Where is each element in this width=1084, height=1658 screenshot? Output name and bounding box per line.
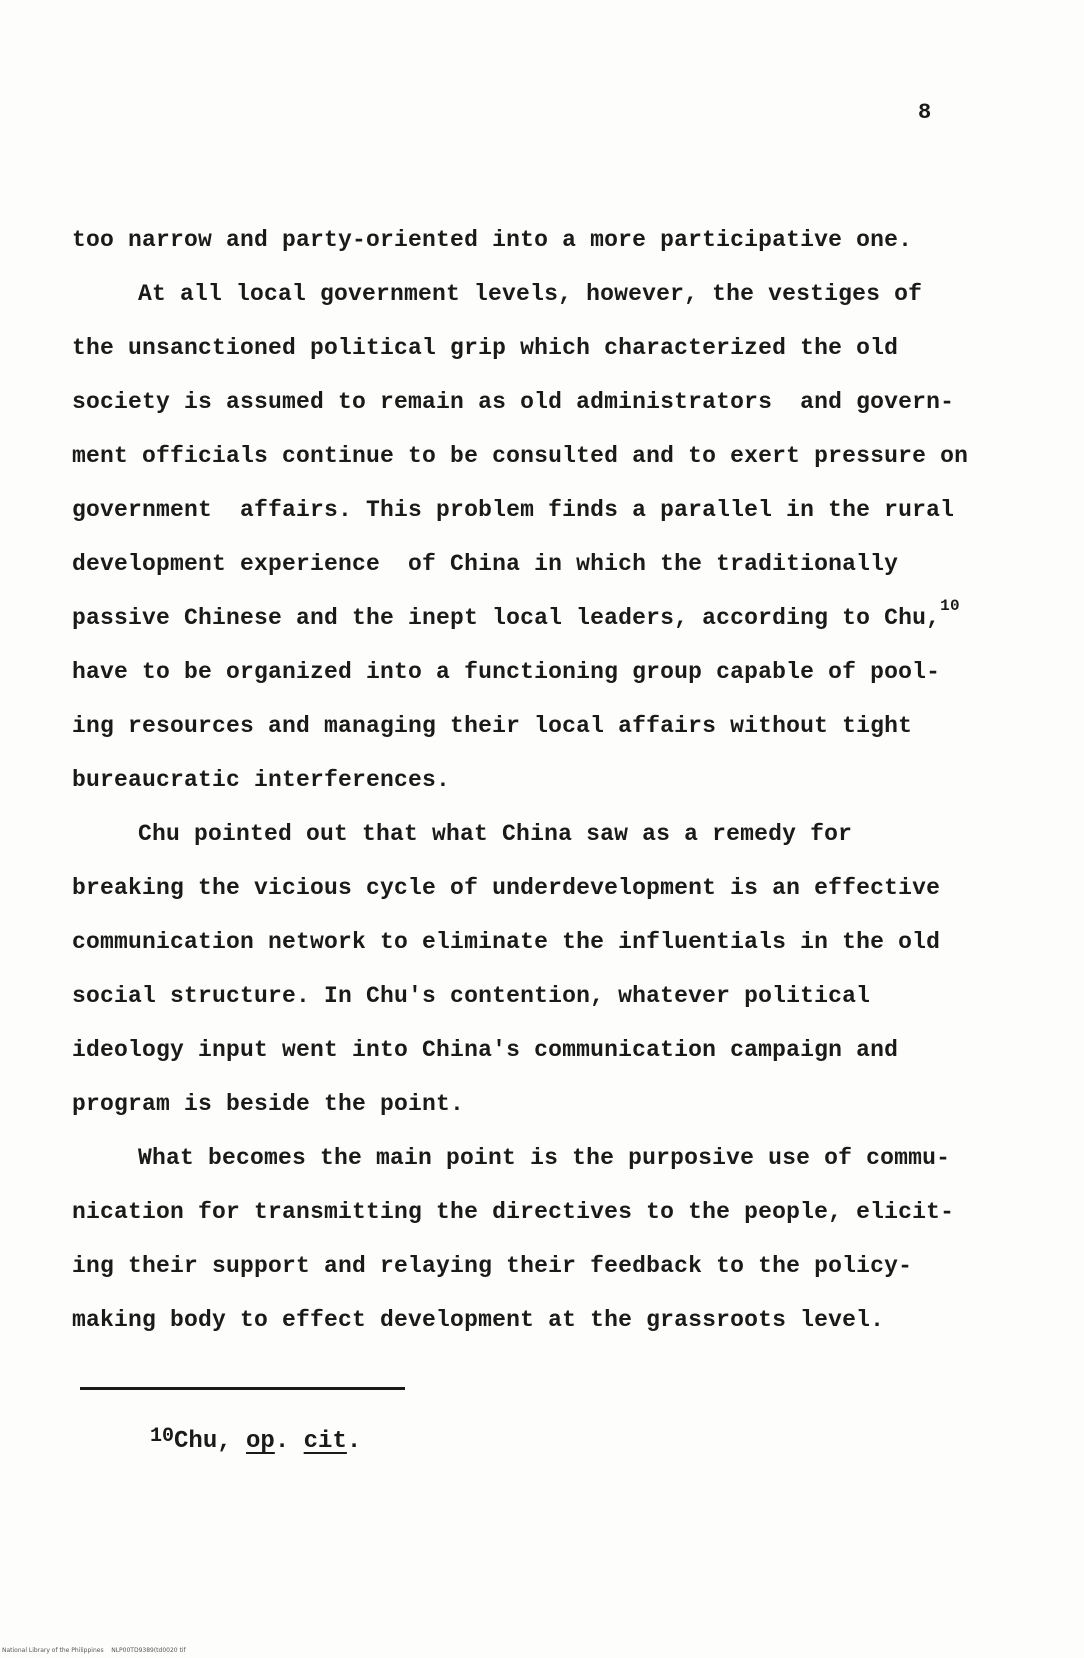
footnote-op: op <box>246 1428 275 1455</box>
text-line: the unsanctioned political grip which characterized the old <box>72 335 899 361</box>
text-line: What becomes the main point is the purposive use of commu- <box>138 1145 951 1171</box>
text-line: bureaucratic interferences. <box>72 767 451 793</box>
text-line-with-footnote <box>72 591 960 645</box>
footnote-author: Chu, <box>174 1428 247 1455</box>
footnote <box>150 1425 361 1455</box>
text-line: too narrow and party-oriented into a more participative one. <box>72 227 913 253</box>
text-line: social structure. In Chu's contention, whatever political <box>72 983 871 1009</box>
text-line: ideology input went into China's communication campaign and <box>72 1037 899 1063</box>
text-line: breaking the vicious cycle of underdevelopment is an effective <box>72 875 941 901</box>
footnote-number: 10 <box>150 1425 175 1448</box>
text-line: ment officials continue to be consulted and to exert pressure on <box>72 443 969 469</box>
text-line: society is assumed to remain as old administrators and govern- <box>72 389 955 415</box>
footnote-divider <box>80 1387 405 1390</box>
footnote-separator: . <box>274 1428 304 1455</box>
text-line: program is beside the point. <box>72 1091 465 1117</box>
text-line: Chu pointed out that what China saw as a remedy for <box>138 821 853 847</box>
text-line: communication network to eliminate the influentials in the old <box>72 929 941 955</box>
body-text <box>72 213 969 1347</box>
footnote-reference: 10 <box>940 597 960 615</box>
text-line: passive Chinese and the inept local leaders, according to Chu, <box>72 605 941 631</box>
page-number: 8 <box>918 100 932 125</box>
text-line: making body to effect development at the grassroots level. <box>72 1307 885 1333</box>
text-line: At all local government levels, however, the vestiges of <box>138 281 923 307</box>
archive-caption: National Library of the Philippines NLP00TD9389(td0020 tif <box>2 1647 186 1654</box>
text-line: government affairs. This problem finds a parallel in the rural <box>72 497 955 523</box>
text-line: ing resources and managing their local affairs without tight <box>72 713 913 739</box>
text-line: development experience of China in which the traditionally <box>72 551 899 577</box>
text-line: nication for transmitting the directives to the people, elicit- <box>72 1199 955 1225</box>
text-line: have to be organized into a functioning group capable of pool- <box>72 659 941 685</box>
footnote-cit: cit <box>303 1428 347 1455</box>
text-line: ing their support and relaying their feedback to the policy- <box>72 1253 913 1279</box>
footnote-end: . <box>346 1428 362 1455</box>
